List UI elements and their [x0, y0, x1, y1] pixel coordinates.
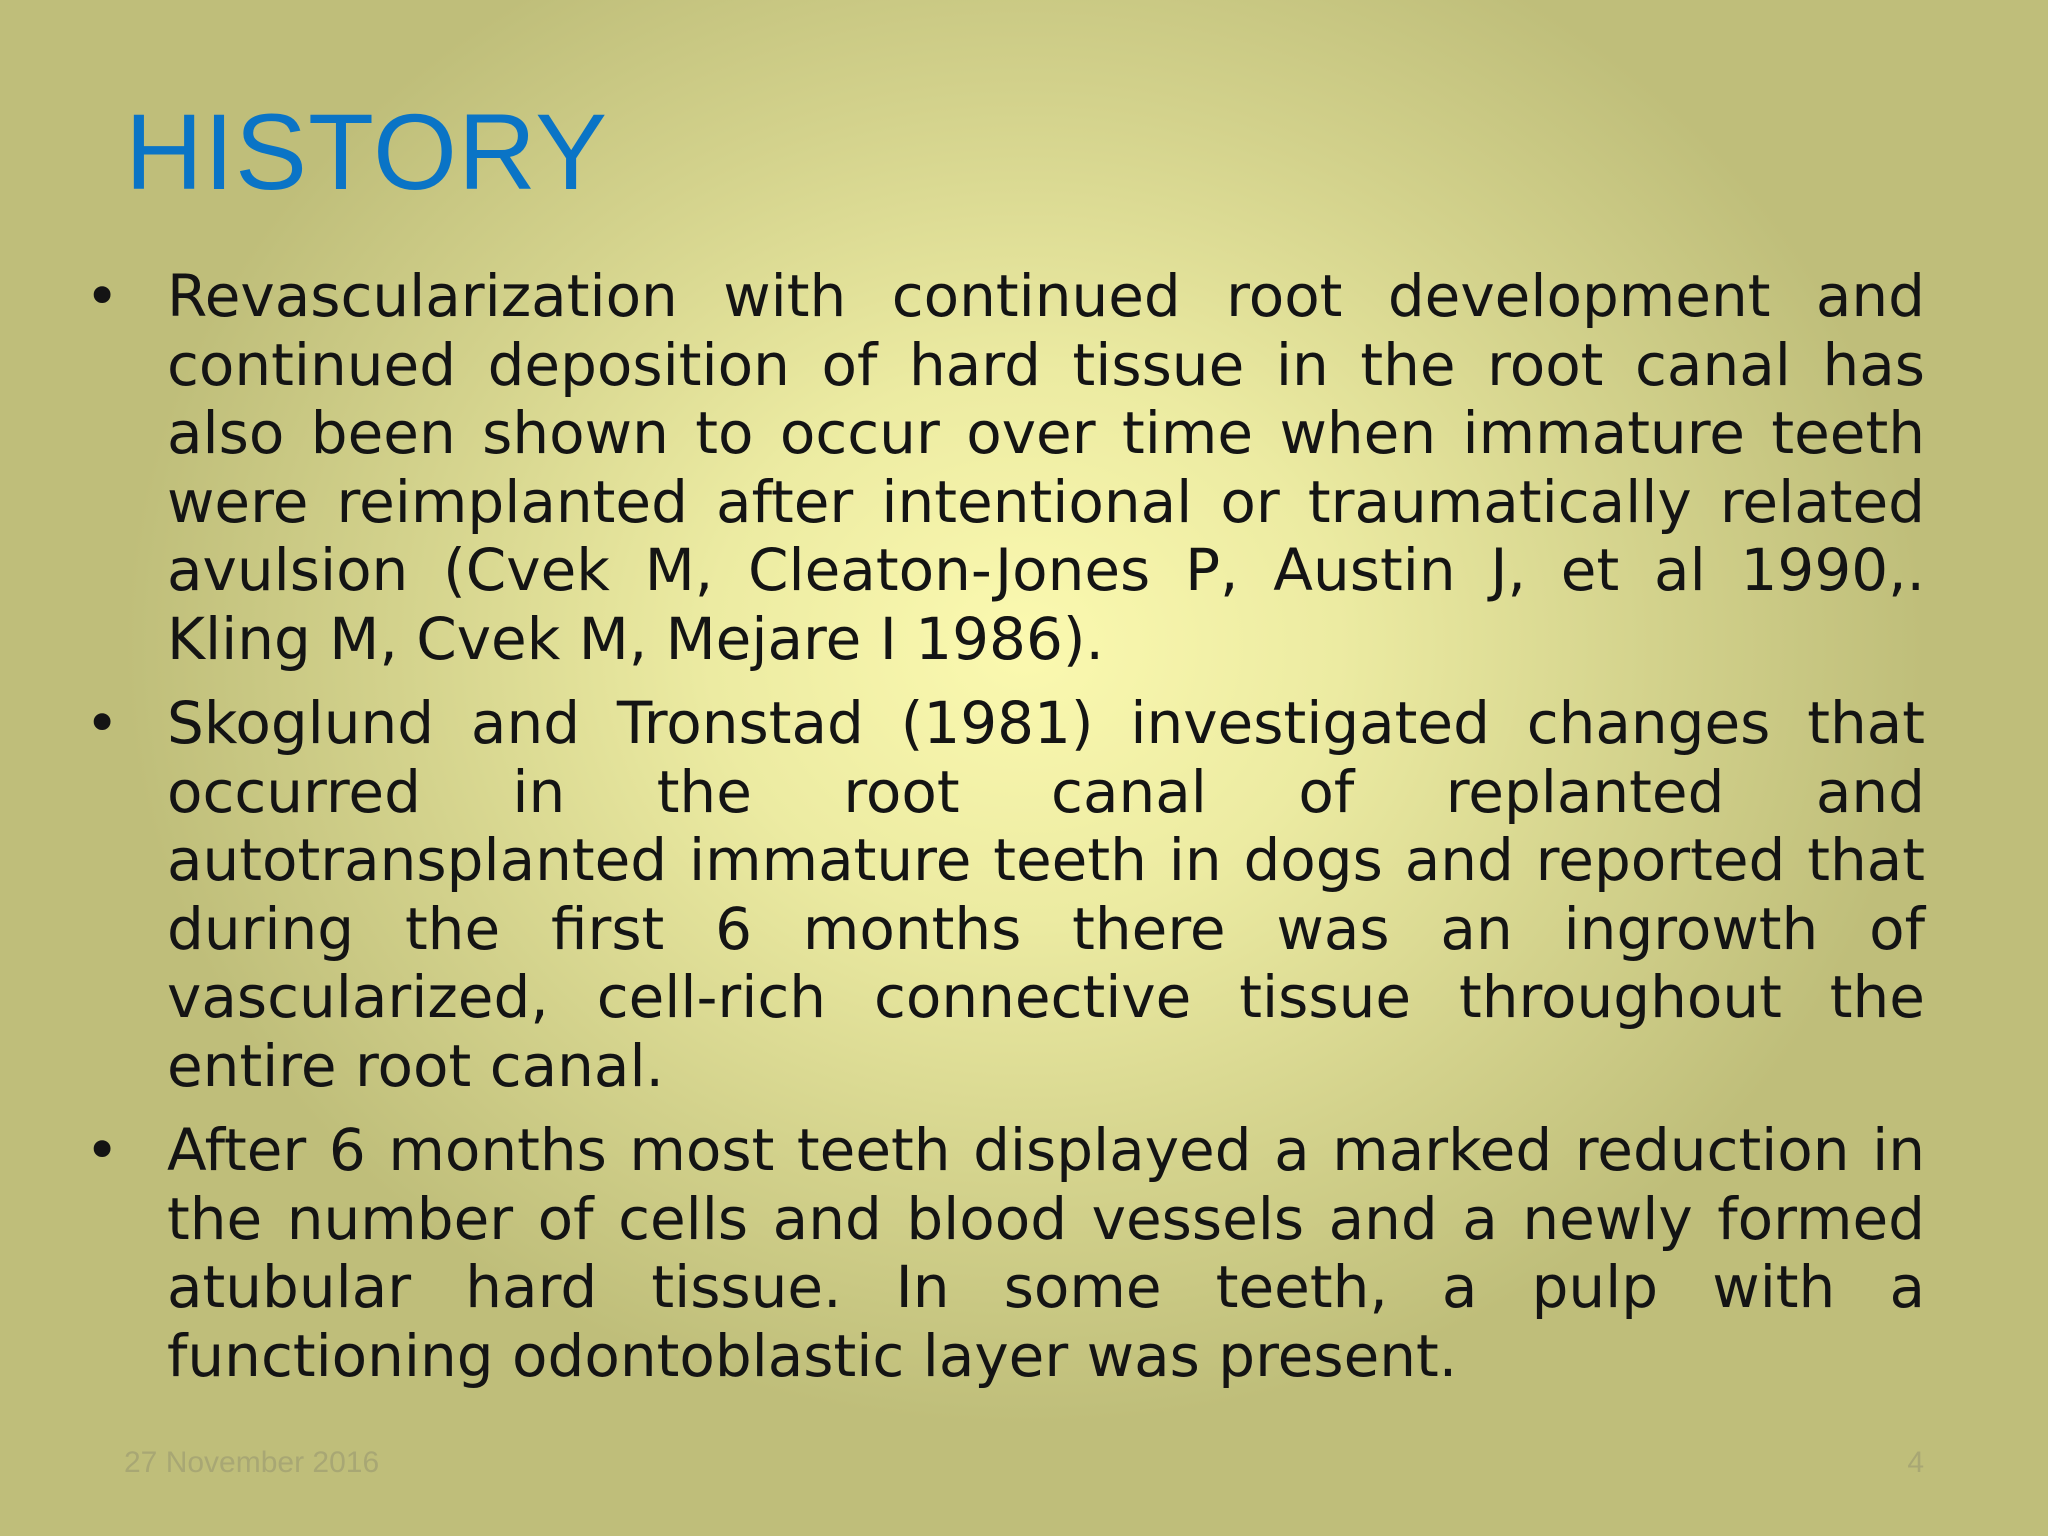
page-number: 4	[1907, 1446, 1924, 1479]
bullet-icon: •	[85, 689, 120, 757]
slide-title: HISTORY	[125, 91, 609, 212]
list-item	[85, 1116, 1925, 1390]
list-item	[85, 262, 1925, 673]
bullet-text: Revascularization with continued root development and continued deposition of hard tissue in the root canal has also been shown to occur over time when immature teeth were reimplanted after intentional or traumatically related avulsion (Cvek M, Cleaton-Jones P, Austin J, et al 1990,. Kling M, Cvek M, Mejare I 1986).	[167, 262, 1925, 673]
bullet-list	[85, 262, 1925, 1406]
bullet-icon: •	[85, 1116, 120, 1184]
footer-date: 27 November 2016	[124, 1446, 380, 1479]
bullet-text: Skoglund and Tronstad (1981) investigated changes that occurred in the root canal of replanted and autotransplanted immature teeth in dogs and reported that during the first 6 months there was an ingrowth of vascularized, cell-rich connective tissue throughout the entire root canal.	[167, 689, 1925, 1100]
list-item	[85, 689, 1925, 1100]
bullet-text: After 6 months most teeth displayed a marked reduction in the number of cells and blood vessels and a newly formed atubular hard tissue. In some teeth, a pulp with a functioning odontoblastic layer was present.	[167, 1116, 1925, 1390]
bullet-icon: •	[85, 262, 120, 330]
